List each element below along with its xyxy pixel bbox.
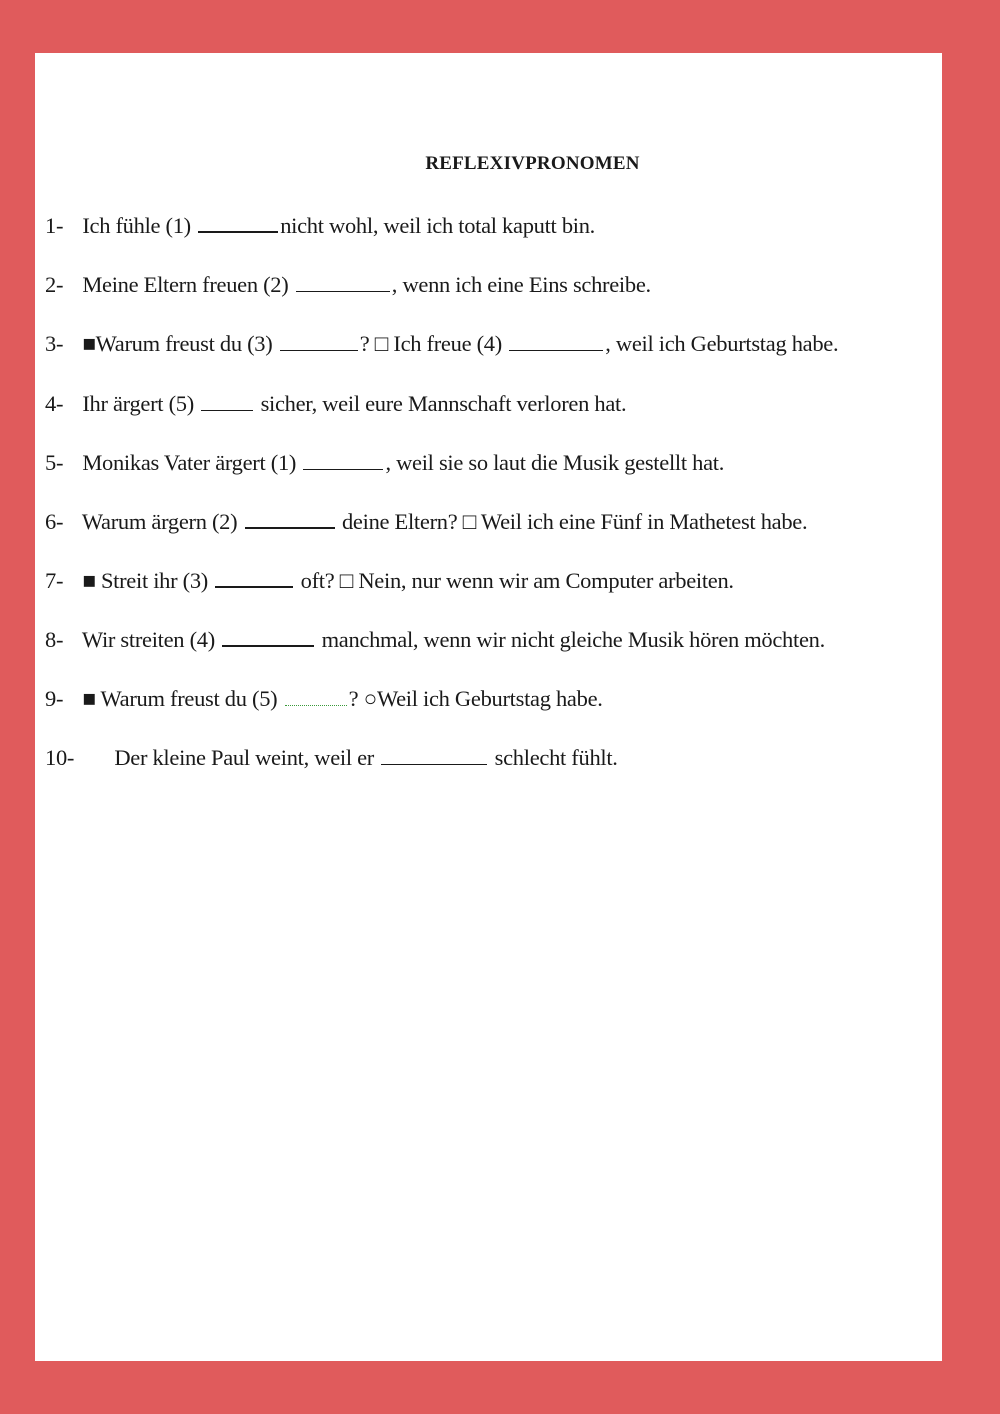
exercise-number: 1- [45, 213, 64, 238]
exercise-text: oft? □ Nein, nur wenn wir am Computer arbeiten. [300, 568, 734, 593]
exercise-text: sicher, weil eure Mannschaft verloren hat. [260, 391, 627, 416]
exercise-text: , wenn ich eine Eins schreibe. [391, 272, 651, 297]
answer-blank-5[interactable] [201, 392, 253, 411]
answer-blank-3[interactable] [280, 332, 358, 351]
exercise-text: Warum ärgern (2) [81, 509, 238, 534]
answer-blank-4[interactable] [509, 332, 603, 351]
exercise-line-2 [45, 272, 651, 298]
exercise-text: Monikas Vater ärgert (1) [82, 450, 297, 475]
exercise-number: 3- [45, 331, 64, 356]
exercise-text: Ihr ärgert (5) [82, 391, 194, 416]
exercise-line-8 [45, 627, 825, 653]
exercise-text: nicht wohl, weil ich total kaputt bin. [280, 213, 595, 238]
exercise-line-9 [45, 686, 603, 712]
exercise-text: , weil ich Geburtstag habe. [605, 331, 839, 356]
answer-blank-7[interactable] [245, 509, 335, 529]
exercise-line-6 [45, 509, 807, 535]
exercise-text: Ich fühle (1) [82, 213, 191, 238]
exercise-line-5 [45, 450, 724, 476]
exercise-text: Der kleine Paul weint, weil er [114, 745, 374, 770]
exercise-number: 4- [45, 391, 64, 416]
exercise-number: 7- [45, 568, 64, 593]
exercise-number: 8- [45, 627, 64, 652]
exercise-text: manchmal, wenn wir nicht gleiche Musik hören möchten. [321, 627, 825, 652]
answer-blank-1[interactable] [198, 213, 278, 233]
answer-blank-11[interactable] [381, 746, 487, 765]
answer-blank-10[interactable] [285, 687, 347, 706]
exercise-line-1 [45, 213, 595, 239]
answer-blank-6[interactable] [303, 451, 383, 470]
exercise-line-4 [45, 391, 626, 417]
exercise-text: ? ○Weil ich Geburtstag habe. [348, 686, 603, 711]
answer-blank-8[interactable] [215, 568, 293, 588]
answer-blank-2[interactable] [296, 273, 390, 292]
exercise-text: ■ Warum freust du (5) [82, 686, 278, 711]
exercise-number: 2- [45, 272, 64, 297]
exercise-text: deine Eltern? □ Weil ich eine Fünf in Mathetest habe. [341, 509, 808, 534]
exercise-line-3 [45, 331, 838, 357]
exercise-text: schlecht fühlt. [494, 745, 618, 770]
exercise-number: 5- [45, 450, 64, 475]
exercise-number: 6- [45, 509, 64, 534]
exercise-text: ? □ Ich freue (4) [359, 331, 502, 356]
exercise-line-10 [45, 745, 618, 771]
exercise-number: 9- [45, 686, 64, 711]
answer-blank-9[interactable] [222, 627, 314, 647]
exercise-text: ■ Streit ihr (3) [82, 568, 208, 593]
exercise-text: Meine Eltern freuen (2) [82, 272, 289, 297]
exercise-text: ■Warum freust du (3) [82, 331, 273, 356]
worksheet-title: REFLEXIVPRONOMEN [425, 153, 640, 174]
exercise-text: , weil sie so laut die Musik gestellt hat. [385, 450, 725, 475]
worksheet-page [35, 53, 942, 1361]
exercise-line-7 [45, 568, 734, 594]
exercise-number: 10- [45, 745, 75, 770]
exercise-text: Wir streiten (4) [81, 627, 215, 652]
